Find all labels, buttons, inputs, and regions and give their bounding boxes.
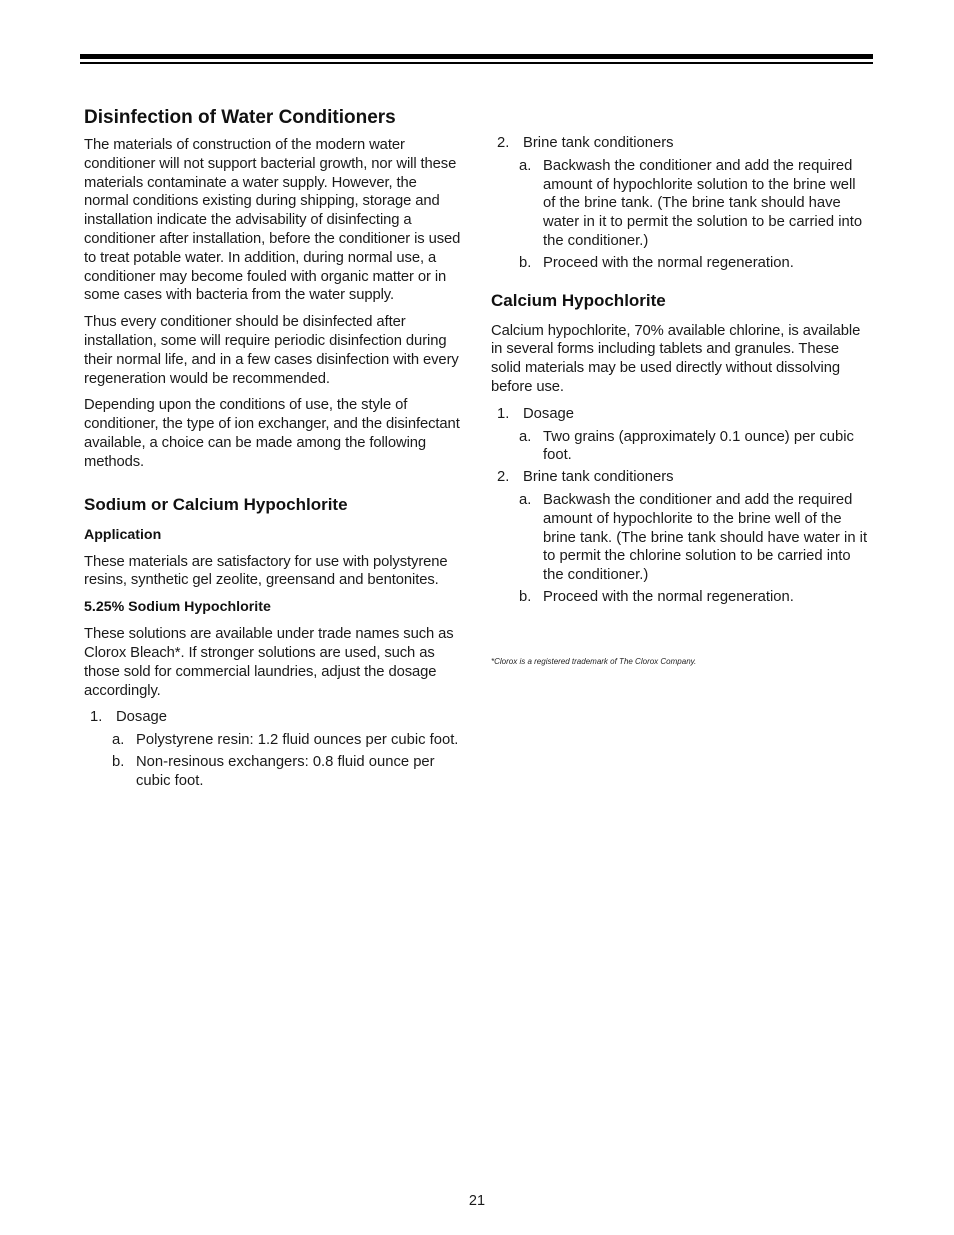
sub-letter: b. bbox=[519, 588, 532, 605]
sub-item-proceed bbox=[491, 254, 871, 273]
list-item-brine-tank bbox=[491, 468, 871, 487]
list-label: Dosage bbox=[523, 405, 575, 422]
intro-paragraph-1: The materials of construction of the modern water conditioner will not support bacterial growth, nor will these materials contaminate a water supply. However, the normal conditions existing during shipping, storage and installation indicate the advisability of disinfecting a conditioner after installation, before the conditioner is used to treat potable water. In addition, during normal use, a conditioner may become fouled with organic matter or in some cases with bacteria from the water supply. bbox=[84, 137, 461, 304]
list-label: Dosage bbox=[116, 709, 168, 726]
header-rule-thick bbox=[80, 54, 873, 59]
sub-letter: b. bbox=[519, 254, 532, 271]
list-number: 1. bbox=[90, 709, 103, 726]
list-number: 1. bbox=[497, 405, 510, 422]
right-column bbox=[491, 134, 871, 666]
sub-text: Backwash the conditioner and add the required amount of hypochlorite solution to the brine well of the brine tank. (The brine tank should have water in it to permit the solution to be carried into the conditioner.) bbox=[543, 157, 863, 249]
sub-text: Two grains (approximately 0.1 ounce) per cubic foot. bbox=[543, 428, 854, 464]
left-column bbox=[84, 106, 462, 794]
list-item-dosage bbox=[491, 405, 871, 424]
list-item-brine-tank bbox=[491, 134, 871, 153]
sub-item-polystyrene bbox=[84, 731, 462, 750]
sub-text: Non-resinous exchangers: 0.8 fluid ounce per cubic foot. bbox=[136, 753, 435, 789]
sub-text: Backwash the conditioner and add the required amount of hypochlorite to the brine well of the brine tank. (The brine tank should have water in it to permit the chlorine solution to be carried into the conditioner.) bbox=[543, 491, 868, 584]
list-number: 2. bbox=[497, 135, 510, 151]
calcium-text: Calcium hypochlorite, 70% available chlorine, is available in several forms including tablets and granules. These solid materials may be used directly without dissolving before use. bbox=[491, 322, 861, 395]
sub-text: Proceed with the normal regeneration. bbox=[543, 254, 794, 271]
sodium-hypochlorite-text: These solutions are available under trade names such as Clorox Bleach*. If stronger solutions are used, such as those sold for commercial laundries, adjust the dosage accordingly. bbox=[84, 626, 454, 699]
section-heading-sodium-calcium: Sodium or Calcium Hypochlorite bbox=[84, 494, 348, 514]
footnote: *Clorox is a registered trademark of The Clorox Company. bbox=[491, 656, 697, 666]
application-text: These materials are satisfactory for use with polystyrene resins, synthetic gel zeolite, greensand and bentonites. bbox=[84, 553, 448, 589]
list-item-dosage bbox=[84, 708, 462, 727]
sodium-hypochlorite-heading: 5.25% Sodium Hypochlorite bbox=[84, 599, 271, 616]
intro-paragraph-3: Depending upon the conditions of use, the style of conditioner, the type of ion exchanger, and the disinfectant available, a choice can be made among the following methods. bbox=[84, 397, 460, 470]
sub-letter: a. bbox=[519, 491, 532, 508]
sub-letter: a. bbox=[519, 428, 532, 445]
intro-paragraph-2: Thus every conditioner should be disinfected after installation, some will require periodic disinfection during their normal life, and in a few cases disinfection with every regeneration would be recommended. bbox=[84, 314, 459, 387]
application-heading: Application bbox=[84, 526, 162, 543]
list-label: Brine tank conditioners bbox=[523, 135, 674, 151]
sub-text: Polystyrene resin: 1.2 fluid ounces per cubic foot. bbox=[136, 732, 459, 749]
page-number: 21 bbox=[468, 1193, 486, 1209]
page-title: Disinfection of Water Conditioners bbox=[84, 107, 396, 128]
sub-item-proceed bbox=[491, 588, 871, 607]
sub-letter: a. bbox=[112, 732, 125, 749]
list-number: 2. bbox=[497, 469, 510, 486]
sub-item-backwash bbox=[491, 157, 871, 251]
sub-text: Proceed with the normal regeneration. bbox=[543, 588, 794, 605]
list-label: Brine tank conditioners bbox=[523, 469, 674, 486]
sub-item-non-resinous bbox=[84, 753, 462, 791]
sub-item-two-grains bbox=[491, 428, 871, 466]
sub-item-backwash bbox=[491, 491, 871, 585]
section-heading-calcium: Calcium Hypochlorite bbox=[491, 290, 666, 310]
sub-letter: a. bbox=[519, 157, 532, 174]
header-rule-thin bbox=[80, 62, 873, 64]
sub-letter: b. bbox=[112, 753, 125, 770]
